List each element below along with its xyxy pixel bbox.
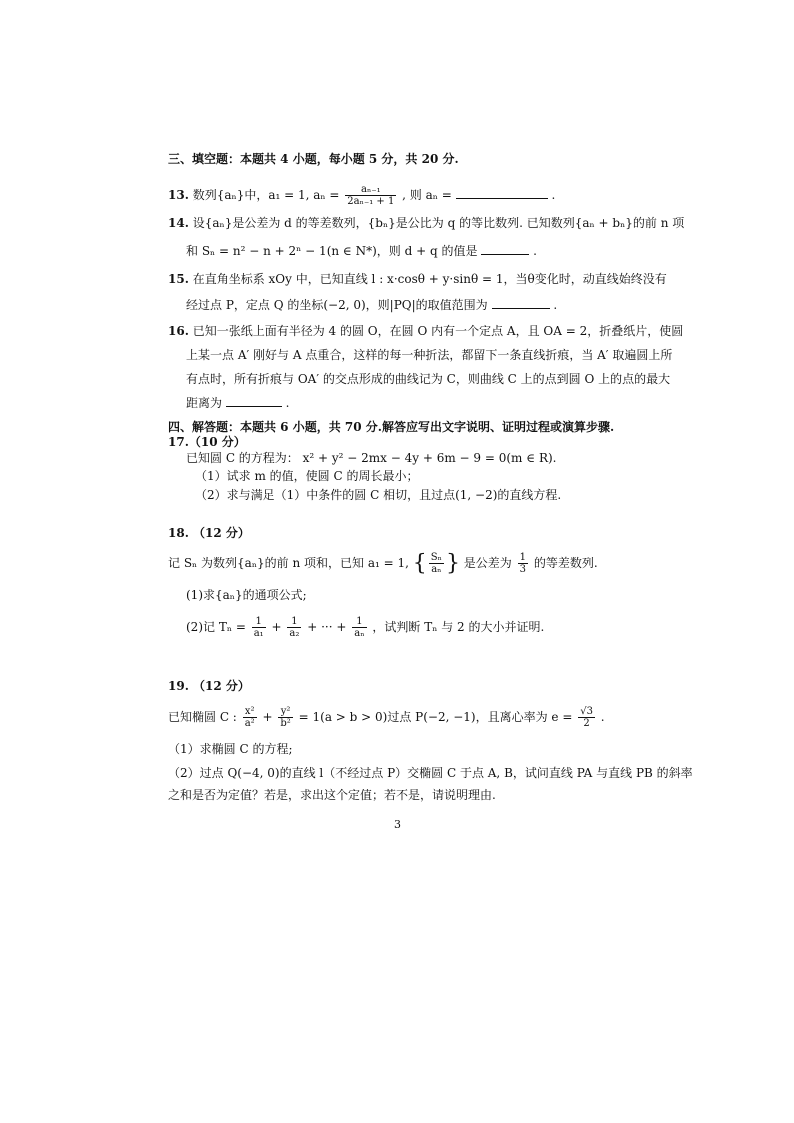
q19-e2-den: b² xyxy=(280,718,291,729)
q13-end: . xyxy=(551,188,556,202)
q16-line1: 已知一张纸上面有半径为 4 的圆 O，在圆 O 内有一个定点 A，且 OA = 2，折叠纸片，使圆 xyxy=(192,324,684,338)
q18-t1 xyxy=(252,616,266,639)
q16-line3: 有点时，所有折痕与 OA′ 的交点形成的曲线记为 C，则曲线 C 上的点到圆 O 上的点的最大 xyxy=(186,372,671,386)
q18-one-third xyxy=(518,552,528,575)
question-15 xyxy=(168,270,667,288)
q15-line2 xyxy=(186,296,557,314)
q16-line2: 上某一点 A′ 刚好与 A 点重合，这样的每一种折法，都留下一条直线折痕，当 A′ 取遍圆上所 xyxy=(186,348,673,362)
q17-line1: 已知圆 C 的方程为： x² + y² − 2mx − 4y + 6m − 9 = 0(m ∈ R). xyxy=(186,451,557,465)
q18-sn-over-an xyxy=(429,552,444,575)
q13-frac-den: 2aₙ₋₁ + 1 xyxy=(347,196,395,207)
q13-frac-num: aₙ₋₁ xyxy=(345,184,396,196)
q17-part1: （1）试求 m 的值，使圆 C 的周长最小； xyxy=(195,469,419,483)
q18-header: 18. （12 分） xyxy=(168,526,250,540)
q15-end: . xyxy=(553,298,558,312)
q19-e1-num: x² xyxy=(243,706,257,718)
plus-sign: + xyxy=(271,620,282,634)
q13-fraction xyxy=(345,184,396,207)
q13-number: 13. xyxy=(168,188,189,202)
q18-frac2-den: 3 xyxy=(519,564,526,575)
section-4-heading: 四、解答题：本题共 6 小题，共 70 分.解答应写出文字说明、证明过程或演算步骤. xyxy=(168,420,615,434)
q19-e3-num: √3 xyxy=(580,706,593,717)
q18-part2-end: ，试判断 Tₙ 与 2 的大小并证明. xyxy=(372,620,545,634)
q19-line1-end: . xyxy=(600,710,605,724)
plus-sign: + xyxy=(262,710,273,724)
question-13 xyxy=(168,184,555,207)
q18-line1-mid: 是公差为 xyxy=(463,556,512,570)
q18-t1-num: 1 xyxy=(252,616,266,628)
q19-part1: （1）求椭圆 C 的方程; xyxy=(168,742,293,756)
q16-answer-blank[interactable] xyxy=(226,394,282,407)
q18-line1-end: 的等差数列. xyxy=(533,556,598,570)
q19-y2-over-b2 xyxy=(278,706,292,729)
q15-answer-blank[interactable] xyxy=(492,296,550,309)
q19-eccentricity xyxy=(578,706,595,729)
q18-t2 xyxy=(287,616,301,639)
q15-line2-text: 经过点 P，定点 Q 的坐标(−2, 0)，则|PQ|的取值范围为 xyxy=(186,298,488,312)
q18-part2 xyxy=(186,616,544,639)
q14-end: . xyxy=(533,244,537,258)
q19-x2-over-a2 xyxy=(243,706,257,729)
q16-line4 xyxy=(186,394,290,412)
right-brace: } xyxy=(445,550,460,576)
q16-line4-text: 距离为 xyxy=(186,396,223,410)
q14-number: 14. xyxy=(168,216,189,230)
q19-e3-den: 2 xyxy=(583,718,590,729)
q13-post: , 则 aₙ = xyxy=(402,188,452,202)
page-number: 3 xyxy=(394,818,401,831)
q18-frac1-den: aₙ xyxy=(431,564,442,575)
q14-line2 xyxy=(186,242,537,260)
q19-part2-line1: （2）过点 Q(−4, 0)的直线 l（不经过点 P）交椭圆 C 于点 A, B，试问直线 PA 与直线 PB 的斜率 xyxy=(168,766,693,780)
q15-number: 15. xyxy=(168,272,189,286)
q18-tn xyxy=(352,616,366,639)
q17-header: 17.（10 分） xyxy=(168,435,246,449)
q14-line1: 设{aₙ}是公差为 d 的等差数列，{bₙ}是公比为 q 的等比数列. 已知数列{aₙ + bₙ}的前 n 项 xyxy=(192,216,685,230)
q16-number: 16. xyxy=(168,324,189,338)
question-14 xyxy=(168,214,684,232)
q19-e2-num: y² xyxy=(278,706,292,718)
q18-part2-pre: (2)记 Tₙ = xyxy=(186,620,246,634)
left-brace: { xyxy=(412,550,427,576)
q18-dots: + ··· + xyxy=(307,620,347,634)
q18-tn-num: 1 xyxy=(352,616,366,628)
q19-part2-line2: 之和是否为定值？若是，求出这个定值；若不是，请说明理由. xyxy=(168,788,496,802)
q15-line1: 在直角坐标系 xOy 中，已知直线 l : x·cosθ + y·sinθ = 1，当θ变化时，动直线始终没有 xyxy=(192,272,667,286)
q18-frac1-num: Sₙ xyxy=(430,552,442,563)
q19-line1-mid: = 1(a > b > 0)过点 P(−2, −1)，且离心率为 e = xyxy=(298,710,573,724)
q18-tn-den: aₙ xyxy=(354,628,365,639)
q18-line1-pre: 记 Sₙ 为数列{aₙ}的前 n 项和，已知 a₁ = 1, xyxy=(168,556,409,570)
q19-line1-pre: 已知椭圆 C : xyxy=(168,710,237,724)
q19-line1 xyxy=(168,706,605,729)
q18-part1: (1)求{aₙ}的通项公式; xyxy=(186,588,307,602)
question-16 xyxy=(168,322,683,340)
q13-answer-blank[interactable] xyxy=(456,186,548,199)
q18-t1-den: a₁ xyxy=(253,628,264,639)
q14-line2-text: 和 Sₙ = n² − n + 2ⁿ − 1(n ∈ N*)，则 d + q 的值是 xyxy=(186,244,478,258)
q19-e1-den: a² xyxy=(244,718,255,729)
q16-end: . xyxy=(285,396,290,410)
q18-frac2-num: 1 xyxy=(519,552,526,563)
q18-t2-den: a₂ xyxy=(289,628,300,639)
q13-pre: 数列{aₙ}中，a₁ = 1, aₙ = xyxy=(192,188,340,202)
q19-header: 19. （12 分） xyxy=(168,679,250,693)
q18-line1 xyxy=(168,552,598,575)
q14-answer-blank[interactable] xyxy=(481,242,529,255)
q18-t2-num: 1 xyxy=(287,616,301,628)
section-3-heading: 三、填空题：本题共 4 小题，每小题 5 分，共 20 分. xyxy=(168,152,459,166)
q17-part2: （2）求与满足（1）中条件的圆 C 相切，且过点(1, −2)的直线方程. xyxy=(195,488,562,502)
